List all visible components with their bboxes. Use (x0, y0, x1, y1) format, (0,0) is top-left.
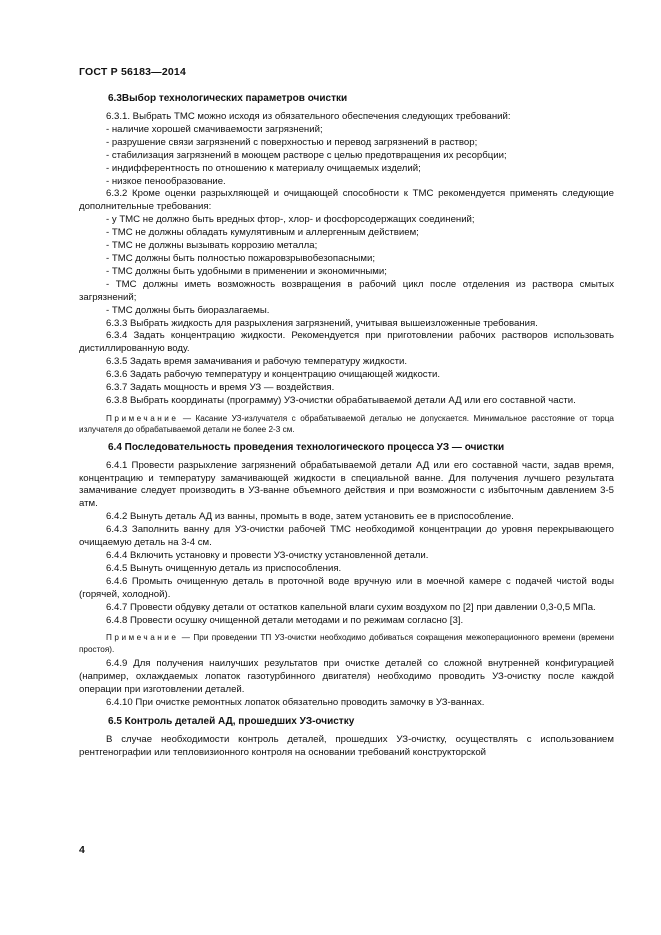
paragraph: 6.4.8 Провести осушку очищенной детали методами и по режимам согласно [3]. (106, 614, 464, 626)
paragraph: 6.4.9 Для получения наилучших результатов при очистке деталей со сложной внутренней конфигурацией (например, охлаждаемых лопаток газотурбинного двигателя) необходимо проводить УЗ-очистку после каждой операции при изготовлении деталей. (79, 658, 614, 696)
section-heading-6-5: 6.5 Контроль деталей АД, прошедших УЗ-очистку (108, 715, 355, 727)
paragraph: 6.3.6 Задать рабочую температуру и концентрацию очищающей жидкости. (106, 369, 440, 381)
paragraph: 6.4.4 Включить установку и провести УЗ-очистку установленной детали. (106, 550, 429, 561)
list-item: - ТМС не должны вызывать коррозию металла; (106, 240, 318, 252)
paragraph: 6.3.2 Кроме оценки разрыхляющей и очищающей способности к ТМС рекомендуется применять следующие дополнительные требования: (79, 188, 614, 213)
document-header: ГОСТ Р 56183—2014 (79, 66, 187, 78)
page-number: 4 (79, 844, 85, 856)
paragraph: 6.3.7 Задать мощность и время УЗ — воздействия. (106, 382, 335, 394)
list-item: - стабилизация загрязнений в моющем растворе с целью предотвращения их ресорбции; (106, 149, 507, 161)
note-label: Примечание (106, 413, 179, 423)
list-item: - ТМС не должны обладать кумулятивным и аллергенным действием; (106, 227, 419, 239)
paragraph: 6.4.2 Вынуть деталь АД из ванны, промыть в воде, затем установить ее в приспособление. (106, 511, 514, 523)
paragraph: 6.4.6 Промыть очищенную деталь в проточной воде вручную или в моечной камере с подачей чистой воды (горячей, холодной). (79, 575, 614, 600)
list-item: - ТМС должны быть биоразлагаемы. (106, 304, 270, 316)
list-item: - разрушение связи загрязнений с поверхностью и перевод загрязнений в раствор; (106, 136, 478, 148)
document-body (79, 92, 614, 760)
list-item: - ТМС должны быть полностью пожаровзрывобезопасными; (106, 252, 376, 264)
list-item: - низкое пенообразование. (106, 175, 226, 187)
paragraph: 6.4.5 Вынуть очищенную деталь из приспособления. (106, 562, 342, 574)
note-label: Примечание (106, 633, 179, 643)
paragraph: 6.3.4 Задать концентрацию жидкости. Рекомендуется при приготовлении рабочих растворов использовать дистиллированную воду. (79, 330, 614, 355)
section-heading-6-3: 6.3Выбор технологических параметров очистки (108, 93, 348, 104)
list-item: - ТМС должны быть удобными в применении и экономичными; (106, 265, 387, 277)
paragraph: 6.4.7 Провести обдувку детали от остатков капельной влаги сухим воздухом по [2] при давлении 0,3-0,5 МПа. (106, 601, 596, 613)
note (79, 632, 614, 655)
list-item: - ТМС должны иметь возможность возвращения в рабочий цикл после отделения из раствора смытых загрязнений; (79, 278, 614, 303)
paragraph: 6.4.1 Провести разрыхление загрязнений обрабатываемой детали АД или его составной части, задав время, концентрацию и температуру замачивающей жидкости в специальной ванне. Для получения лучшего результата замачивание следует производить в УЗ-ванне объемного действия и при возможности с избыточным давлением 3-5 атм. (79, 459, 614, 510)
paragraph: 6.3.8 Выбрать координаты (программу) УЗ-очистки обрабатываемой детали АД или его составной части. (106, 394, 576, 406)
paragraph: 6.3.1. Выбрать ТМС можно исходя из обязательного обеспечения следующих требований: (106, 111, 511, 122)
note (79, 413, 614, 436)
paragraph: 6.3.3 Выбрать жидкость для разрыхления загрязнений, учитывая вышеизложенные требования. (106, 317, 538, 329)
note-text: — При проведении ТП УЗ-очистки необходимо добиваться сокращения межоперационного времени (времени простоя). (79, 633, 614, 654)
list-item: - индифферентность по отношению к материалу очищаемых изделий; (106, 162, 421, 174)
section-heading-6-4: 6.4 Последовательность проведения технологического процесса УЗ — очистки (108, 441, 505, 453)
note-text: — Касание УЗ-излучателя с обрабатываемой деталью не допускается. Минимальное расстояние от торца излучателя до обрабатываемой детали не более 2-3 см. (79, 413, 614, 435)
paragraph: 6.3.5 Задать время замачивания и рабочую температуру жидкости. (106, 356, 408, 368)
paragraph: В случае необходимости контроль деталей, прошедших УЗ-очистку, осуществлять с использованием рентгенографии или тепловизионного контроля на основании требований конструкторской (79, 733, 614, 758)
paragraph: 6.4.3 Заполнить ванну для УЗ-очистки рабочей ТМС необходимой концентрации до уровня перекрывающего очищаемую деталь на 3-4 см. (79, 524, 614, 549)
list-item: - наличие хорошей смачиваемости загрязнений; (106, 123, 323, 135)
paragraph: 6.4.10 При очистке ремонтных лопаток обязательно проводить замочку в УЗ-ваннах. (106, 696, 485, 708)
list-item: - у ТМС не должно быть вредных фтор-, хлор- и фосфорсодержащих соединений; (106, 214, 475, 226)
